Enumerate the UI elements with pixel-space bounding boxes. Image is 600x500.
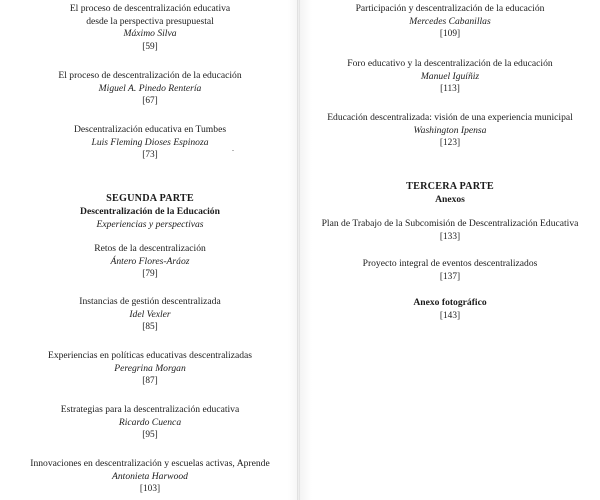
entry-title: Anexo fotográfico: [413, 297, 487, 308]
entry-title: Participación y descentralización de la educación: [355, 3, 545, 14]
entry-page: [ 67 ]: [0, 95, 300, 108]
entry-page: [ 137 ]: [300, 271, 600, 284]
entry-author: Mercedes Cabanillas: [409, 15, 491, 27]
entry-title: Retos de la descentralización: [94, 243, 206, 254]
entry-page: [ 133 ]: [300, 231, 600, 244]
part-two-heading: [0, 192, 300, 231]
entry-author: Luis Fleming Dioses Espinoza: [91, 136, 209, 148]
entry-title: Educación descentralizada: visión de una experiencia municipal: [327, 112, 573, 123]
part-subtitle: Anexos: [435, 194, 465, 205]
entry-page: [ 85 ]: [0, 321, 300, 334]
entry-author: Máximo Silva: [123, 28, 177, 40]
entry-author: Antonieta Harwood: [112, 470, 188, 482]
entry-page: [ 123 ]: [300, 137, 600, 150]
toc-entry: [300, 218, 600, 243]
entry-title: desde la perspectiva presupuestal: [86, 15, 214, 27]
entry-title: Foro educativo y la descentralización de la educación: [347, 58, 553, 69]
entry-author: Manuel Iguíñiz: [420, 70, 480, 82]
entry-author: Ricardo Cuenca: [118, 416, 182, 428]
entry-author: Idel Vexler: [129, 308, 171, 320]
toc-entry: [0, 458, 300, 496]
toc-entry: [0, 296, 300, 334]
toc-entry: [300, 58, 600, 96]
entry-title: Instancias de gestión descentralizada: [79, 296, 221, 307]
toc-entry: [300, 297, 600, 322]
toc-entry: [0, 3, 300, 53]
entry-author: Washington Ipensa: [413, 124, 487, 136]
entry-page: [ 79 ]: [0, 268, 300, 281]
entry-title: Innovaciones en descentralización y escuelas activas, Aprende: [30, 458, 270, 469]
entry-page: [ 95 ]: [0, 429, 300, 442]
toc-entry: [0, 404, 300, 442]
entry-title: Descentralización educativa en Tumbes: [73, 124, 227, 135]
entry-title: Experiencias en políticas educativas descentralizadas: [47, 350, 253, 361]
toc-entry: [0, 350, 300, 388]
entry-page: [ 73 ]: [0, 149, 300, 162]
entry-title: Plan de Trabajo de la Subcomisión de Descentralización Educativa: [321, 218, 579, 229]
part-label: TERCERA PARTE: [406, 181, 494, 192]
entry-title: Estrategias para la descentralización educativa: [60, 404, 240, 415]
entry-title: El proceso de descentralización de la educación: [58, 70, 242, 81]
part-three-heading: [300, 180, 600, 206]
toc-entry: [300, 258, 600, 283]
entry-page: [ 103 ]: [0, 483, 300, 496]
entry-page: [ 113 ]: [300, 83, 600, 96]
entry-author: Peregrina Morgan: [114, 362, 186, 374]
entry-page: [ 143 ]: [300, 310, 600, 323]
entry-page: [ 59 ]: [0, 41, 300, 54]
part-label: SEGUNDA PARTE: [106, 193, 194, 204]
toc-entry: [0, 70, 300, 108]
part-subtitle: Descentralización de la Educación: [80, 206, 220, 217]
entry-title: Proyecto integral de eventos descentralizados: [362, 258, 538, 269]
toc-entry: [0, 243, 300, 281]
entry-author: Miguel A. Pinedo Rentería: [98, 82, 202, 94]
entry-title: El proceso de descentralización educativa: [69, 3, 231, 14]
entry-page: [ 87 ]: [0, 375, 300, 388]
part-subtitle-italic: Experiencias y perspectivas: [96, 219, 204, 230]
toc-entry: [300, 112, 600, 150]
entry-page: [ 109 ]: [300, 28, 600, 41]
toc-entry: [300, 3, 600, 41]
paper-speck: [232, 150, 234, 151]
toc-entry: [0, 124, 300, 162]
entry-author: Ántero Flores-Aráoz: [110, 255, 190, 267]
